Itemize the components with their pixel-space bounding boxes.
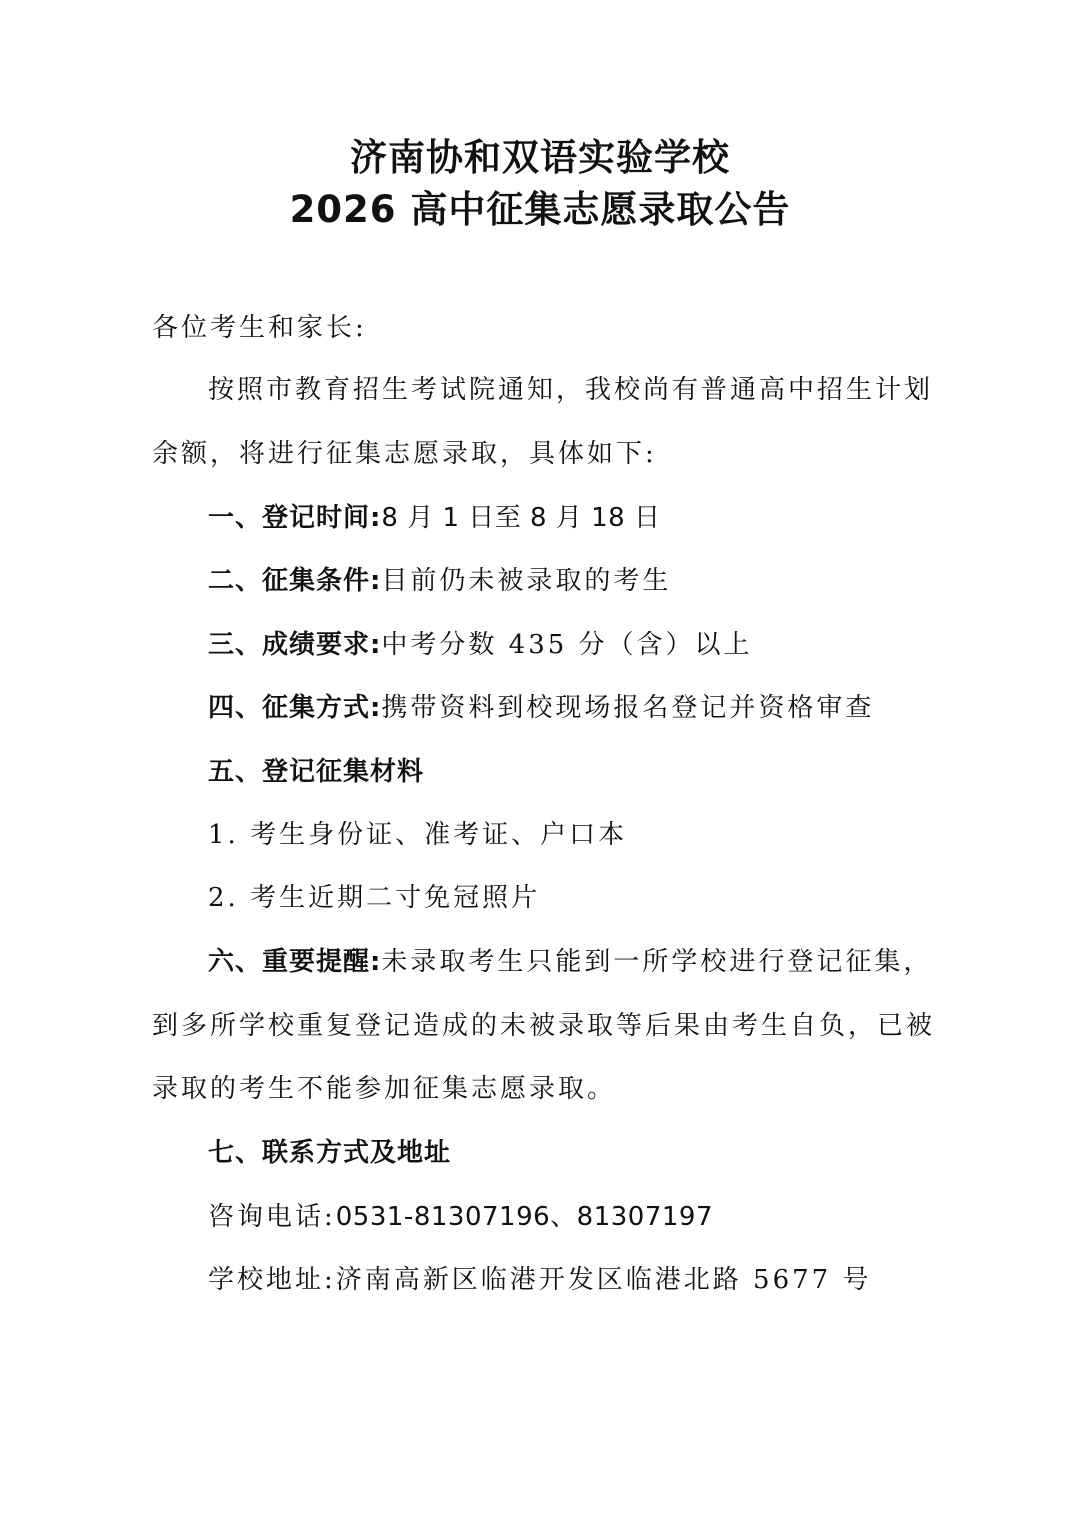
section-heading: 四、征集方式: xyxy=(208,693,382,723)
address-label: 学校地址: xyxy=(208,1265,336,1295)
section-contact-heading: 七、联系方式及地址 xyxy=(208,1138,452,1168)
section-text: 8 月 1 日至 8 月 18 日 xyxy=(381,503,661,533)
materials-item-1: 1. 考生身份证、准考证、户口本 xyxy=(208,820,628,850)
section-score-requirement xyxy=(208,627,753,663)
contact-address xyxy=(208,1262,871,1298)
section-registration-time xyxy=(208,500,660,536)
section-heading: 六、重要提醒: xyxy=(208,947,382,977)
section-collection-method xyxy=(208,690,874,726)
reminder-line-2: 到多所学校重复登记造成的未被录取等后果由考生自负，已被 xyxy=(152,1011,936,1041)
reminder-line-3: 录取的考生不能参加征集志愿录取。 xyxy=(152,1074,617,1104)
section-heading: 一、登记时间: xyxy=(208,503,382,533)
intro-paragraph-line-1: 按照市教育招生考试院通知，我校尚有普通高中招生计划 xyxy=(208,375,934,405)
section-important-reminder xyxy=(208,944,932,980)
section-text: 携带资料到校现场报名登记并资格审查 xyxy=(381,693,875,723)
contact-phone xyxy=(208,1199,713,1235)
notice-title-school: 济南协和双语实验学校 xyxy=(350,136,730,179)
salutation: 各位考生和家长: xyxy=(152,313,367,343)
section-heading: 五、登记征集材料 xyxy=(208,757,425,787)
phone-value: 0531-81307196、81307197 xyxy=(335,1202,713,1232)
section-text: 目前仍未被录取的考生 xyxy=(381,566,672,596)
intro-paragraph-line-2: 余额，将进行征集志愿录取，具体如下: xyxy=(152,439,657,469)
reminder-line-1: 未录取考生只能到一所学校进行登记征集， xyxy=(381,947,933,977)
section-heading: 三、成绩要求: xyxy=(208,630,382,660)
address-value: 济南高新区临港开发区临港北路 5677 号 xyxy=(335,1265,872,1295)
phone-label: 咨询电话: xyxy=(208,1202,336,1232)
section-eligibility xyxy=(208,563,671,599)
notice-title-subject: 2026 高中征集志愿录取公告 xyxy=(289,188,791,231)
section-heading: 二、征集条件: xyxy=(208,566,382,596)
materials-item-2: 2. 考生近期二寸免冠照片 xyxy=(208,883,541,913)
section-text: 中考分数 435 分（含）以上 xyxy=(381,630,753,660)
section-materials xyxy=(208,754,424,790)
